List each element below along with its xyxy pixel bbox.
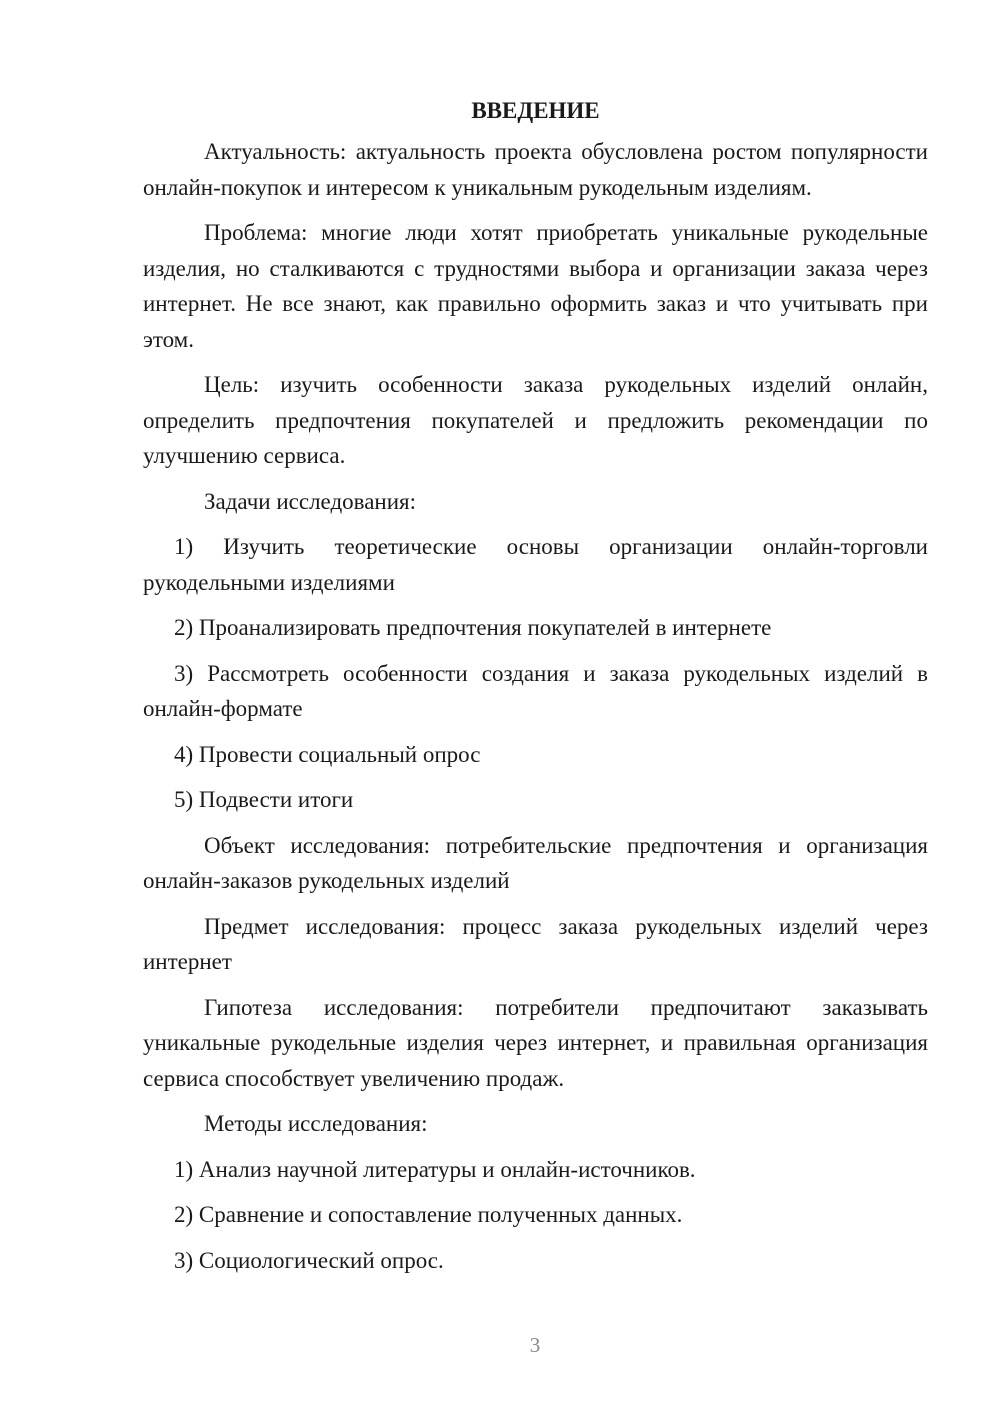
goal-paragraph: Цель: изучить особенности заказа рукодельных изделий онлайн, определить предпочтения покупателей и предложить рекомендации по улучшению сервиса. [143,372,928,468]
subject-paragraph: Предмет исследования: процесс заказа рукодельных изделий через интернет [143,913,928,974]
tasks-heading: Задачи исследования: [204,488,417,514]
method-item: 1) Анализ научной литературы и онлайн-источников. [174,1156,696,1182]
task-item: 2) Проанализировать предпочтения покупателей в интернете [174,615,772,640]
section-title: ВВЕДЕНИЕ [471,98,600,123]
relevance-paragraph: Актуальность: актуальность проекта обусловлена ростом популярности онлайн-покупок и интересом к уникальным рукодельным изделиям. [143,139,928,200]
task-item: 1) Изучить теоретические основы организации онлайн-торговли рукодельными изделиями [143,534,928,595]
problem-paragraph: Проблема: многие люди хотят приобретать уникальные рукодельные изделия, но сталкиваются с трудностями выбора и организации заказа через интернет. Не все знают, как правильно оформить заказ и что учитывать при этом. [143,220,928,352]
page-content [143,96,928,1288]
task-item: 5) Подвести итоги [174,787,354,812]
hypothesis-paragraph: Гипотеза исследования: потребители предпочитают заказывать уникальные рукодельные изделия через интернет, и правильная организация сервиса способствует увеличению продаж. [143,994,928,1091]
method-item: 3) Социологический опрос. [174,1247,444,1273]
task-item: 3) Рассмотреть особенности создания и заказа рукодельных изделий в онлайн-формате [143,660,928,721]
methods-heading: Методы исследования: [204,1111,428,1136]
page-number: 3 [529,1333,541,1357]
method-item: 2) Сравнение и сопоставление полученных данных. [174,1202,683,1227]
task-item: 4) Провести социальный опрос [174,741,481,767]
object-paragraph: Объект исследования: потребительские предпочтения и организация онлайн-заказов рукодельных изделий [143,832,928,893]
